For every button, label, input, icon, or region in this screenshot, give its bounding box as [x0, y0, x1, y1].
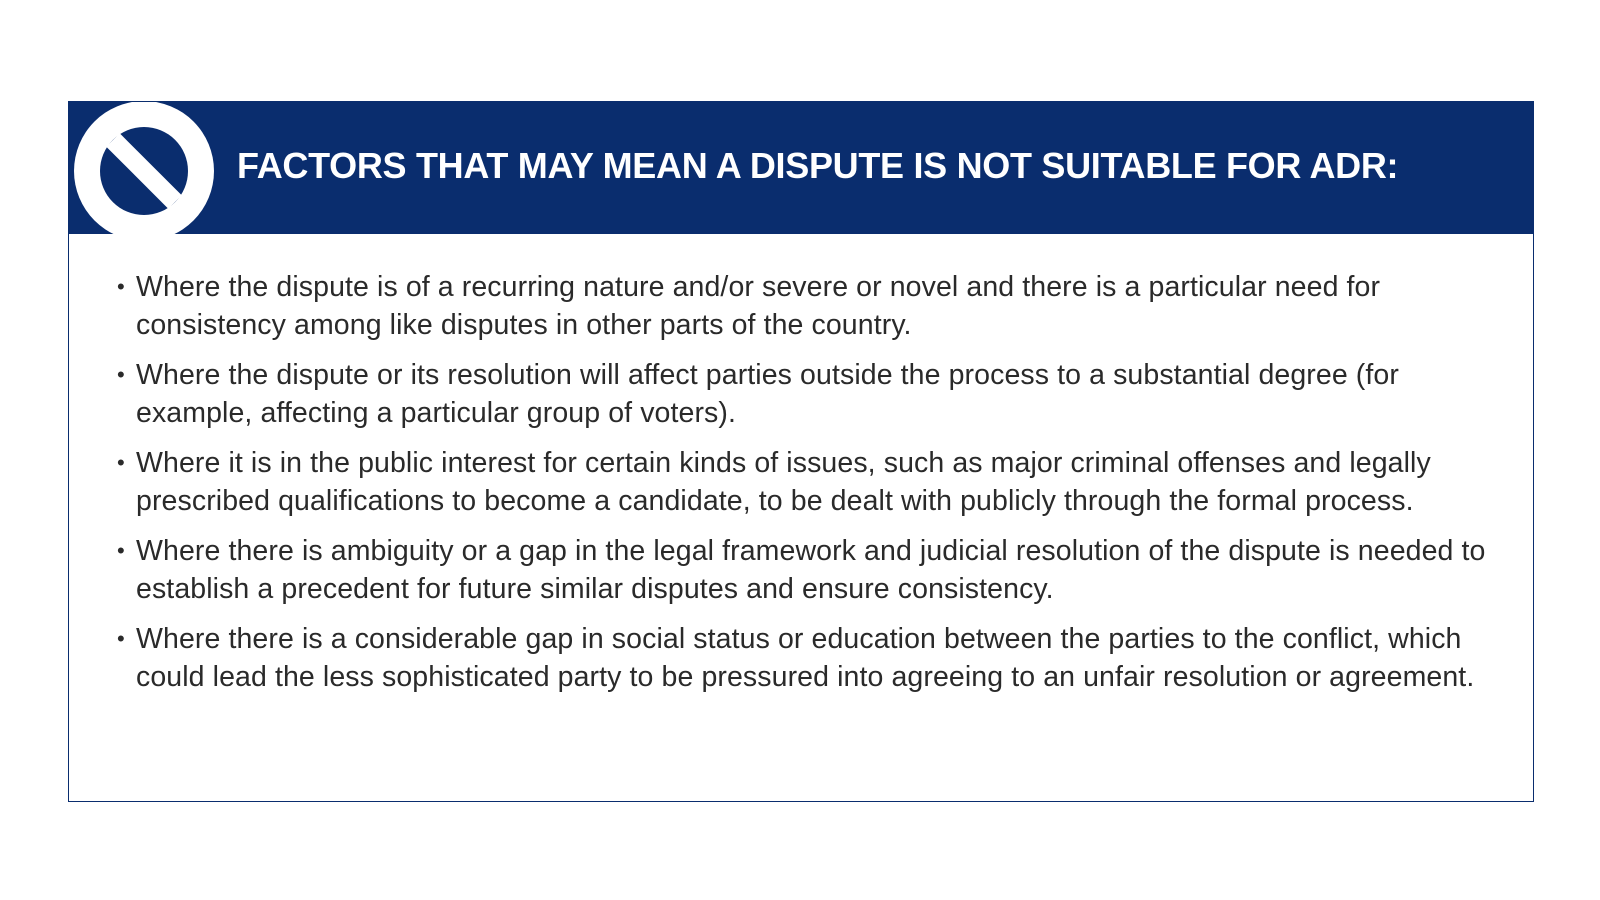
factor-text: Where the dispute or its resolution will affect parties outside the process to a substantial degree (for example, affecting a particular group of voters). — [136, 359, 1399, 429]
list-item — [117, 356, 1507, 432]
list-item — [117, 444, 1507, 520]
bullet: • — [117, 626, 125, 651]
factor-text: Where there is a considerable gap in social status or education between the parties to the conflict, which could lead the less sophisticated party to be pressured into agreeing to an unfair resolution or agreement. — [136, 623, 1475, 693]
bullet: • — [117, 450, 125, 475]
factors-panel — [68, 101, 1534, 802]
list-item — [117, 532, 1507, 608]
factor-text: Where it is in the public interest for certain kinds of issues, such as major criminal offenses and legally prescribed qualifications to become a candidate, to be dealt with publicly through the formal process. — [136, 447, 1431, 517]
bullet: • — [117, 538, 125, 563]
factor-list — [117, 268, 1507, 708]
bullet: • — [117, 274, 125, 299]
factor-text: Where there is ambiguity or a gap in the legal framework and judicial resolution of the dispute is needed to establish a precedent for future similar disputes and ensure consistency. — [136, 535, 1486, 605]
bullet: • — [117, 362, 125, 387]
list-item — [117, 268, 1507, 344]
page-title: FACTORS THAT MAY MEAN A DISPUTE IS NOT SUITABLE FOR ADR: — [237, 145, 1399, 186]
factor-text: Where the dispute is of a recurring nature and/or severe or novel and there is a particular need for consistency among like disputes in other parts of the country. — [136, 271, 1381, 341]
list-item — [117, 620, 1507, 696]
no-entry-icon — [73, 102, 215, 234]
header-banner — [69, 102, 1533, 234]
